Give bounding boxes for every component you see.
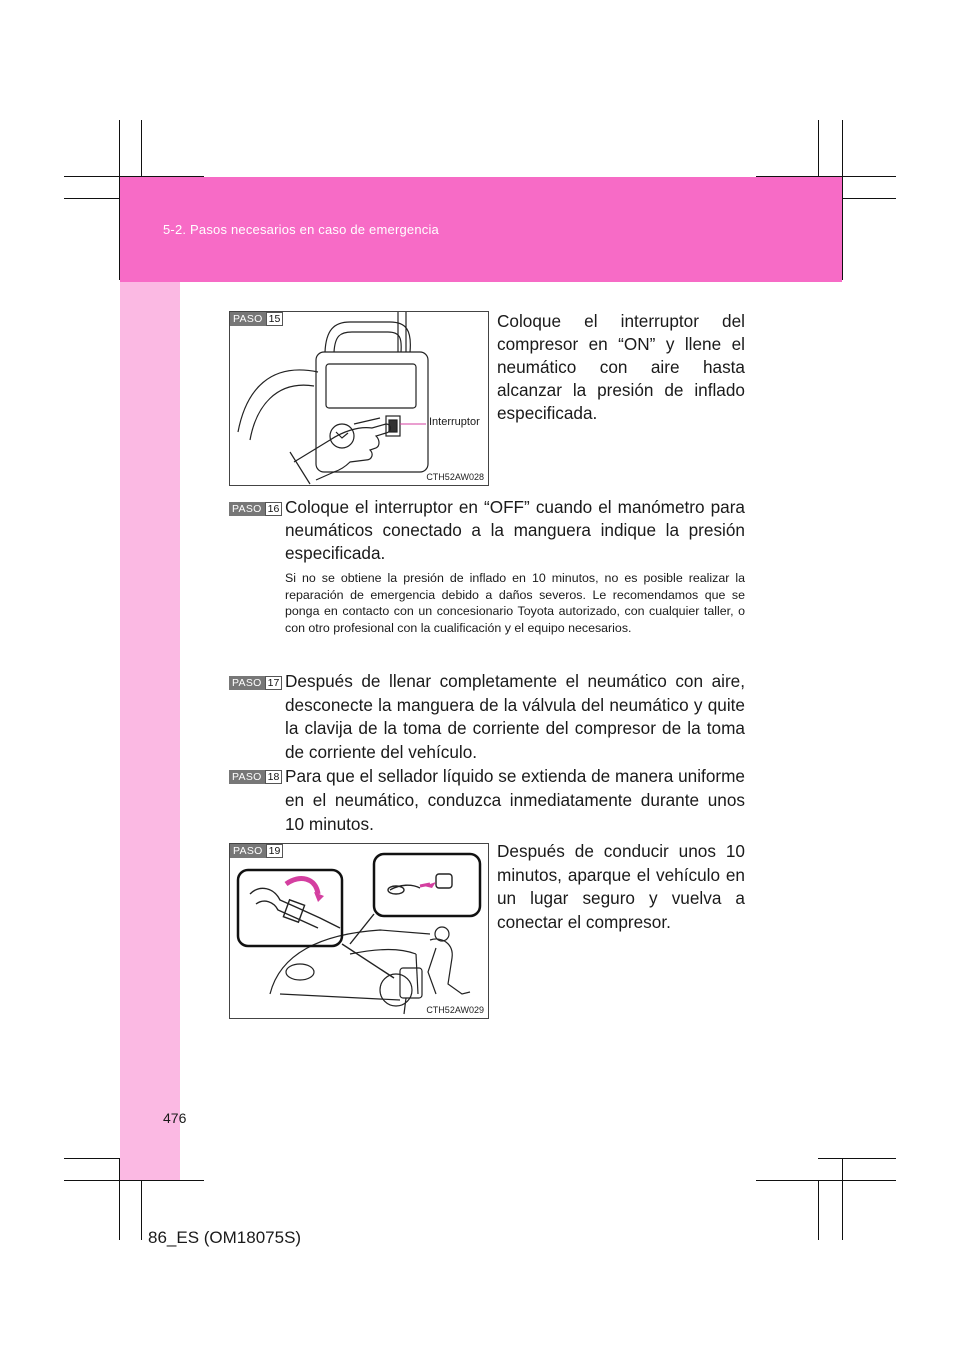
paso-number: 15 <box>266 312 284 326</box>
crop-mark <box>756 1180 896 1181</box>
crop-mark <box>64 1180 204 1181</box>
car-compressor-illustration <box>230 844 488 1018</box>
paso-label: PASO <box>229 502 265 516</box>
figure-code: CTH52AW028 <box>426 472 484 482</box>
paso-number: 16 <box>265 502 283 516</box>
switch-callout-label: Interruptor <box>429 416 480 428</box>
crop-mark <box>141 1180 142 1240</box>
paso-badge-16 <box>229 502 282 516</box>
figure-code: CTH52AW029 <box>426 1005 484 1015</box>
paso-number: 18 <box>265 770 283 784</box>
paso-badge-17 <box>229 676 282 690</box>
crop-mark <box>842 1158 843 1240</box>
step18-text: Para que el sellador líquido se extienda de manera uniforme en el neumático, conduzca inmediatamente durante unos 10 minutos. <box>285 766 745 834</box>
side-band <box>120 282 180 1180</box>
step16-note: Si no se obtiene la presión de inflado en 10 minutos, no es posible realizar la reparación de emergencia debido a daños severos. Le recomendamos que se ponga en contacto con un concesionario Toyota autorizado, con cualquier taller, o con otro profesional con la cualificación y el equipo necesarios. <box>285 571 745 635</box>
paso-label: PASO <box>229 676 265 690</box>
paso-number: 19 <box>266 844 284 858</box>
step16-text: Coloque el interruptor en “OFF” cuando el manómetro para neumáticos conectado a la manguera indique la presión especificada. <box>285 497 745 563</box>
compressor-illustration <box>230 312 488 485</box>
section-title: 5-2. Pasos necesarios en caso de emergencia <box>163 222 439 237</box>
step17-text: Después de llenar completamente el neumático con aire, desconecte la manguera de la válvula del neumático y quite la clavija de la toma de corriente del compresor de la toma de corriente del vehículo. <box>285 671 745 762</box>
document-code: 86_ES (OM18075S) <box>148 1228 302 1247</box>
figure-compressor-switch <box>229 311 489 486</box>
crop-mark <box>818 1158 896 1159</box>
step15-text: Coloque el interruptor del compresor en “ON” y llene el neumático con aire hasta alcanzar la presión de inflado especificada. <box>497 311 745 423</box>
figure-reconnect-compressor <box>229 843 489 1019</box>
paso-label: PASO <box>230 312 266 326</box>
paso-badge-18 <box>229 770 282 784</box>
paso-badge-15 <box>230 312 283 326</box>
page-number: 476 <box>163 1110 187 1126</box>
paso-label: PASO <box>229 770 265 784</box>
paso-label: PASO <box>230 844 266 858</box>
paso-badge-19 <box>230 844 283 858</box>
crop-mark <box>818 1180 819 1240</box>
step19-text: Después de conducir unos 10 minutos, aparque el vehículo en un lugar seguro y vuelva a conectar el compresor. <box>497 841 745 932</box>
crop-mark <box>842 120 843 280</box>
paso-number: 17 <box>265 676 283 690</box>
